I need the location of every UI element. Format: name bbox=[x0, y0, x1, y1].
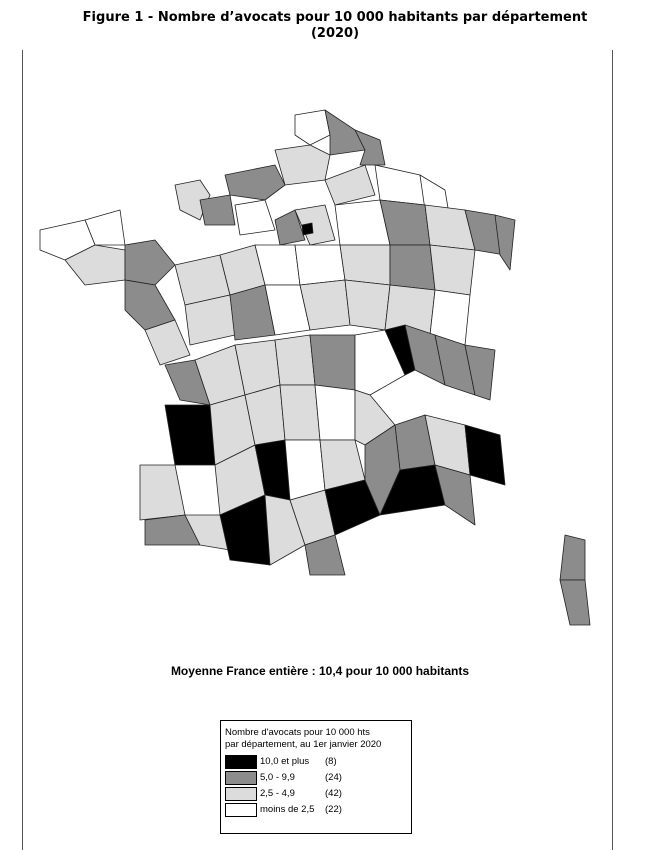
department-region bbox=[285, 440, 325, 500]
department-region bbox=[280, 385, 320, 440]
department-region bbox=[140, 465, 185, 520]
legend-label: 5,0 - 9,9 bbox=[260, 772, 295, 783]
legend-label: 10,0 et plus bbox=[260, 756, 310, 767]
department-region bbox=[340, 245, 390, 285]
legend-swatch bbox=[225, 755, 257, 769]
department-region bbox=[315, 385, 355, 440]
legend-count: (22) bbox=[325, 804, 342, 815]
department-region bbox=[390, 245, 435, 290]
department-region bbox=[325, 165, 375, 205]
department-region bbox=[200, 195, 235, 225]
average-note: Moyenne France entière : 10,4 pour 10 000 habitants bbox=[170, 664, 470, 678]
legend-label: moins de 2,5 bbox=[260, 804, 315, 815]
legend-entry bbox=[225, 803, 409, 817]
figure-title bbox=[0, 10, 670, 42]
legend-entry bbox=[225, 771, 409, 785]
corsica bbox=[560, 535, 590, 625]
department-region bbox=[430, 245, 475, 295]
legend-label: 2,5 - 4,9 bbox=[260, 788, 295, 799]
legend-swatch bbox=[225, 803, 257, 817]
department-region bbox=[295, 110, 330, 145]
department-region bbox=[235, 200, 275, 235]
department-region bbox=[275, 145, 330, 185]
legend-count: (42) bbox=[325, 788, 342, 799]
title-line-1: Figure 1 - Nombre d’avocats pour 10 000 habitants par département bbox=[82, 10, 588, 25]
mainland-france bbox=[40, 110, 515, 575]
department-region bbox=[465, 425, 505, 485]
legend-entry bbox=[225, 755, 409, 769]
department-region bbox=[375, 165, 425, 205]
legend-swatch bbox=[225, 787, 257, 801]
department-region bbox=[560, 580, 590, 625]
department-region bbox=[345, 280, 390, 330]
department-region bbox=[125, 240, 175, 285]
legend-count: (8) bbox=[325, 756, 337, 767]
right-border-line bbox=[612, 50, 613, 850]
france-map bbox=[25, 95, 605, 645]
department-region bbox=[225, 165, 285, 200]
department-region bbox=[275, 335, 315, 385]
title-line-2: (2020) bbox=[310, 26, 360, 41]
department-region bbox=[302, 223, 313, 235]
department-region bbox=[295, 245, 345, 285]
department-region bbox=[165, 405, 215, 465]
legend-count: (24) bbox=[325, 772, 342, 783]
left-border-line bbox=[22, 50, 23, 850]
legend-title bbox=[225, 727, 409, 751]
department-region bbox=[310, 335, 355, 390]
department-region bbox=[560, 535, 585, 580]
legend-swatch bbox=[225, 771, 257, 785]
legend-entry bbox=[225, 787, 409, 801]
legend-title-line-2: par département, au 1er janvier 2020 bbox=[225, 739, 382, 750]
legend-title-line-1: Nombre d'avocats pour 10 000 hts bbox=[225, 727, 370, 738]
legend bbox=[220, 720, 412, 834]
